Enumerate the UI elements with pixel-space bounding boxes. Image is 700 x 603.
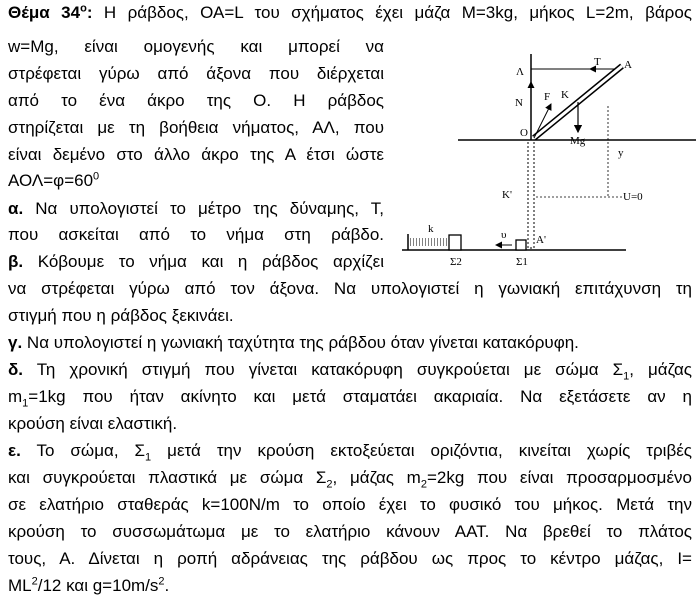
- label-zero-potential: U=0: [623, 191, 643, 203]
- question-e-text-2a: και συγκρούεται πλαστικά με σώμα Σ: [8, 468, 327, 487]
- intro-line-7: [8, 170, 99, 192]
- question-a-text-1: Να υπολογιστεί το μέτρο της δύναμης, Τ,: [23, 199, 384, 218]
- intro-line-6: είναι δεμένο στο άλλο άκρο της Α έτσι ώστε: [8, 145, 384, 164]
- question-d-label: δ.: [8, 360, 24, 379]
- label-normal: N: [515, 97, 523, 109]
- question-e-line-2: [8, 467, 692, 489]
- intro-line-3: στρέφεται γύρω από άξονα που διέρχεται: [8, 64, 384, 83]
- label-spring-k: k: [428, 223, 434, 235]
- question-e-sup-1: 2: [31, 575, 38, 588]
- intro-line-4: από το ένα άκρο της Ο. Η ράβδος: [8, 91, 384, 110]
- intro-line-1: [8, 2, 692, 24]
- question-e-text-2c: =2kg που είναι προσαρμοσμένο: [426, 468, 692, 487]
- label-velocity: υ: [501, 229, 507, 241]
- intro-line-2: w=Mg, είναι ομογενής και μπορεί να: [8, 37, 384, 56]
- label-body-s1: Σ1: [516, 256, 528, 267]
- question-e-text-6a: ML: [8, 576, 32, 595]
- intro-line-5: στηρίζεται με τη βοήθεια νήματος, ΑΛ, που: [8, 118, 384, 137]
- rod-vertical-dashed: [528, 140, 534, 248]
- question-b-text-1: Κόβουμε το νήμα και η ράβδος αρχίζει: [23, 252, 384, 271]
- heading-colon: :: [86, 3, 93, 22]
- label-weight: Mg: [570, 135, 586, 147]
- question-b-line-2: να στρέφεται γύρω από τον άξονα. Να υπολογιστεί η γωνιακή επιτάχυνση τη: [8, 279, 692, 298]
- question-e-sub-3: 2: [420, 478, 427, 491]
- intro-text-1: Η ράβδος, ΟΑ=L του σχήματος έχει μάζα Μ=3kg, μήκος L=2m, βάρος: [92, 3, 692, 22]
- rod-diagram: [398, 52, 698, 267]
- question-d-text-2a: m: [8, 387, 23, 406]
- block-s1: [516, 240, 526, 250]
- question-d-line-3: κρούση είναι ελαστική.: [8, 414, 178, 433]
- label-end-a: A: [624, 59, 632, 71]
- question-e-line-1: [8, 440, 692, 462]
- question-e-line-6: [8, 575, 169, 597]
- question-d-text-1b: , μάζας: [629, 360, 692, 379]
- question-c-line-1: [8, 332, 579, 354]
- question-d-text-2b: =1kg που ήταν ακίνητο και μετά σταματάει ακαριαία. Να εξετάσετε αν η: [28, 387, 692, 406]
- label-k-prime: K': [502, 189, 512, 201]
- question-e-sub-1: 1: [145, 451, 152, 464]
- question-e-sup-2: 2: [158, 575, 165, 588]
- question-c-label: γ.: [8, 333, 23, 352]
- label-center-k: K: [561, 89, 569, 101]
- label-wall-point: Λ: [516, 66, 524, 78]
- question-a-line-2: που ασκείται από το νήμα στη ράβδο.: [8, 225, 384, 244]
- question-e-label: ε.: [8, 441, 21, 460]
- question-c-text-1: Να υπολογιστεί η γωνιακή ταχύτητα της ράβδου όταν γίνεται κατακόρυφη.: [22, 333, 579, 352]
- label-force-f: F: [544, 91, 551, 103]
- label-a-prime: A': [536, 234, 546, 246]
- question-b-line-1: [8, 251, 384, 273]
- question-d-text-1a: Τη χρονική στιγμή που γίνεται κατακόρυφη συγκρούεται με σώμα Σ: [23, 360, 624, 379]
- spring: [409, 238, 449, 246]
- heading-superscript: ο: [80, 2, 87, 15]
- label-height-y: y: [618, 147, 624, 159]
- question-d-line-1: [8, 359, 692, 381]
- question-d-sub-1: 1: [623, 370, 630, 383]
- question-e-text-6b: /12 και g=10m/s: [37, 576, 159, 595]
- question-e-line-3: σε ελατήριο σταθεράς k=100N/m το οποίο έχει το φυσικό του μήκος. Μετά την: [8, 495, 692, 514]
- problem-heading: Θέμα 34: [8, 3, 81, 22]
- question-e-text-6c: .: [164, 576, 170, 595]
- angle-superscript: 0: [93, 170, 100, 183]
- question-d-line-2: [8, 386, 692, 408]
- question-e-text-2b: , μάζας m: [332, 468, 421, 487]
- question-d-sub-2: 1: [22, 397, 29, 410]
- label-tension: T: [594, 56, 601, 68]
- question-b-line-3: στιγμή που η ράβδος ξεκινάει.: [8, 306, 234, 325]
- question-e-text-1: Το σώμα, Σ: [20, 441, 146, 460]
- question-e-line-4: κρούση το συσσωμάτωμα με το ελατήριο κάνουν ΑΑΤ. Να βρεθεί το πλάτος: [8, 522, 692, 541]
- question-e-text-1b: μετά την κρούση εκτοξεύεται οριζόντια, κινείται χωρίς τριβές: [151, 441, 692, 460]
- label-body-s2: Σ2: [450, 256, 462, 267]
- angle-text: ΑΟΛ=φ=60: [8, 171, 94, 190]
- question-b-label: β.: [8, 252, 24, 271]
- label-pivot-o: O: [520, 127, 528, 139]
- block-s2: [449, 235, 461, 250]
- question-a-label: α.: [8, 199, 24, 218]
- question-a-line-1: [8, 198, 384, 220]
- question-e-line-5: τους, Α. Δίνεται η ροπή αδράνειας της ράβδου ως προς το κέντρο μάζας, Ι=: [8, 549, 692, 568]
- question-e-sub-2: 2: [326, 478, 333, 491]
